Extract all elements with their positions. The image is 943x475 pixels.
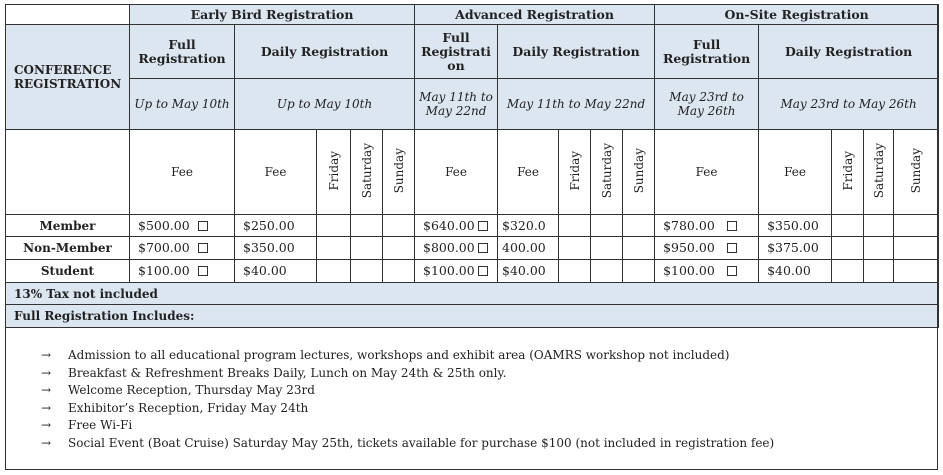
arrow-icon: → [41,435,52,450]
fee-header: Fee [498,130,559,215]
fee-value: $500.00 [138,217,190,233]
fee-value: $800.00 [423,240,475,255]
list-item [41,365,937,383]
list-item [41,400,937,418]
early-daily-dates: Up to May 10th [235,79,415,130]
include-text: Breakfast & Refreshment Breaks Daily, Lunch on May 24th & 25th only. [68,365,507,380]
fee-value: $100.00 [663,263,715,278]
fee-value: $40.00 [759,260,832,283]
onsite-full-dates: May 23rd to May 26th [655,79,759,130]
fee-value: $350.00 [759,215,832,237]
fee-header: Fee [235,130,317,215]
list-item [41,347,937,365]
list-item [41,382,937,400]
on-site-header: On-Site Registration [655,5,939,25]
fee-value: $950.00 [663,240,715,255]
fee-value: $40.00 [498,260,559,283]
include-text: Social Event (Boat Cruise) Saturday May 25th, tickets available for purchase $100 (not included in registration fee) [68,435,775,450]
fee-value: $375.00 [759,237,832,260]
advanced-header: Advanced Registration [415,5,655,25]
fee-header: Fee [415,130,498,215]
include-text: Welcome Reception, Thursday May 23rd [68,383,315,397]
include-text: Admission to all educational program lectures, workshops and exhibit area (OAMRS workshop not included) [68,348,730,362]
early-full-header: Full Registration [130,25,235,79]
friday-header: Friday [840,150,855,191]
includes-heading: Full Registration Includes: [6,305,939,328]
saturday-header: Saturday [871,142,886,199]
fee-header: Fee [759,130,832,215]
saturday-header: Saturday [599,142,614,199]
fee-value: 400.00 [498,237,559,260]
advanced-full-dates: May 11th to May 22nd [415,79,498,130]
row-label: Member [6,215,130,237]
arrow-icon: → [41,365,52,380]
advanced-full-header: Full Registrati on [415,25,498,79]
fee-value: $780.00 [663,217,715,233]
sunday-header: Sunday [631,147,646,194]
fee-value: $250.00 [235,215,317,237]
conference-registration-label: CONFERENCE REGISTRATION [6,25,130,130]
advanced-daily-header: Daily Registration [498,25,655,79]
early-daily-header: Daily Registration [235,25,415,79]
include-text: Free Wi-Fi [68,418,133,432]
early-bird-header: Early Bird Registration [130,5,415,25]
row-label: Non-Member [6,237,130,260]
row-label: Student [6,260,130,283]
friday-header: Friday [567,150,582,191]
arrow-icon: → [41,383,52,397]
onsite-daily-dates: May 23rd to May 26th [759,79,939,130]
arrow-icon: → [41,348,52,362]
includes-list-area [6,329,937,469]
fee-value: $700.00 [138,240,190,255]
fee-header: Fee [655,130,759,215]
fee-value: $100.00 [423,263,475,278]
arrow-icon: → [41,400,52,415]
early-full-dates: Up to May 10th [130,79,235,130]
include-text: Exhibitor’s Reception, Friday May 24th [68,400,309,415]
fee-value: $40.00 [235,260,317,283]
saturday-header: Saturday [359,142,374,199]
fee-header: Fee [130,130,235,215]
fee-value: $320.0 [498,215,559,237]
list-item [41,417,937,435]
fee-value: $100.00 [138,263,190,278]
onsite-full-header: Full Registration [655,25,759,79]
sunday-header: Sunday [909,147,924,194]
onsite-daily-header: Daily Registration [759,25,939,79]
fee-value: $640.00 [423,217,475,233]
friday-header: Friday [326,150,341,191]
tax-note: 13% Tax not included [6,283,939,305]
includes-list [41,347,937,452]
list-item [41,435,937,453]
arrow-icon: → [41,418,52,432]
fee-value: $350.00 [235,237,317,260]
advanced-daily-dates: May 11th to May 22nd [498,79,655,130]
sunday-header: Sunday [391,147,406,194]
